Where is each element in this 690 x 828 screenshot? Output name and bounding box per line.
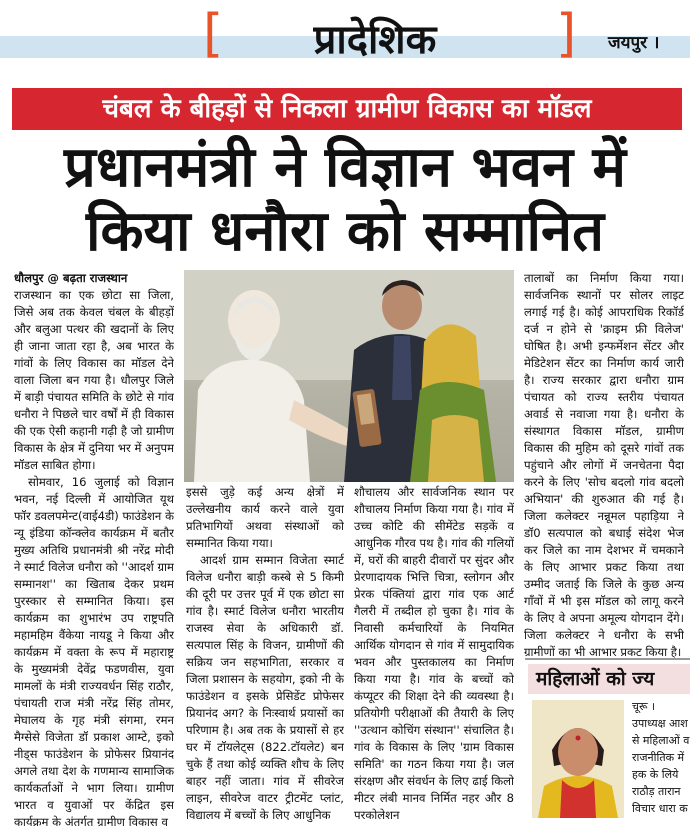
bracket-left: [ xyxy=(203,4,224,64)
article-photo xyxy=(184,270,514,482)
bracket-right: ] xyxy=(556,4,577,64)
promo-line: राठौड़ तारान xyxy=(632,785,681,798)
kicker-banner: चंबल के बीहड़ों से निकला ग्रामीण विकास का मॉडल xyxy=(12,88,682,130)
headline-line-1: प्रधानमंत्री ने विज्ञान भवन में xyxy=(63,135,627,200)
column-2 xyxy=(186,484,344,828)
promo-text xyxy=(632,698,690,817)
paragraph: आदर्श ग्राम सम्मान विजेता स्मार्ट विलेज धनौरा बाड़ी कस्बे से 5 किमी की दूरी पर उत्तर पूर्व में एक छोटा सा गांव है। स्मार्ट विलेज धनौरा भारतीय राजस्व सेवा के अधिकारी डॉ. सत्यपाल सिंह के विजन, ग्रामीणों की सक्रिय जन सहभागिता, सरकार व जिला प्रशासन के सहयोग, इको नी के फाउंडेशन व इसके प्रेसिडेंट प्रोफेसर प्रियानंद अग? के निःस्वार्थ प्रयासों का परिणाम है। अब तक के प्रयासों से हर घर में टॉयलेट्स (822.टॉयलेट) बन चुके हैं तथा कोई व्यक्ति शौच के लिए बाहर नहीं जाता। गांव में सीवरेज लाइन, सीवरेज वाटर ट्रीटमेंट प्लांट, विद्यालय में बच्चों के लिए आधुनिक xyxy=(186,553,344,822)
paragraph: सोमवार, 16 जुलाई को विज्ञान भवन, नई दिल्ली में आयोजित यूथ फॉर डवलपमेन्ट(वाई4डी) फाउंडेशन के न्यू इंडिया कॉन्क्लेव कार्यक्रम में बतौर मुख्य अतिथि प्रधानमंत्री श्री नरेंद्र मोदी ने स्मार्ट विलेज धनौरा को ''आदर्श ग्राम सम्मानश'' का खिताब देकर प्रथम पुरस्कार से सम्मानित किया। इस कार्यक्रम का शुभारंभ उप राष्ट्रपति महामहिम वैंकेया नायडू ने किया और कार्यक्रम में वक्ता के रूप में महाराष्ट्र के मुख्यमंत्री देवेंद्र फडणवीस, युवा मामलों के मंत्री राज्यवर्धन सिंह राठौर, पंचायती राज मंत्री नरेंद्र सिंह तोमर, मेघालय के गृह मंत्री संगमा, रमन मैग्सेसे विजेता डॉ प्रकाश आम्टे, इको नीड्स फाउंडेशन के प्रोफेसर प्रियानंद अगले तथा देश के गणमान्य सामाजिक कार्यकर्ताओं ने भाग लिया। ग्रामीण भारत व युवाओं पर केंद्रित इस कार्यक्रम के अंतर्गत ग्रामीण विकास व xyxy=(14,475,174,828)
promo-line: चूरू । xyxy=(632,700,656,713)
promo-line: उपाध्यक्ष आश xyxy=(632,717,688,730)
promo-line: विचार धारा क xyxy=(632,802,688,815)
promo-portrait xyxy=(532,700,624,818)
section-title: प्रादेशिक xyxy=(313,17,437,63)
paragraph: इससे जुड़े कई अन्य क्षेत्रों में उल्लेखनीय कार्य करने वाले युवा प्रतिभागियों अथवा संस्थाओं को सम्मानित किया गया। xyxy=(186,485,344,550)
divider xyxy=(525,658,690,660)
dateline: धौलपुर @ बढ़ता राजस्थान xyxy=(14,271,128,285)
paragraph: राजस्थान का एक छोटा सा जिला, जिसे अब तक केवल चंबल के बीहड़ों और बलुआ पत्थर की खदानों के लिए ही जाना जाता रहा है, अब भारत के गांवों के लिए विकास का मॉडल देने वाला जिला बन गया है। धौलपुर जिले में बाड़ी पंचायत समिति के छोटे से गांव धनौरा ने पिछले चार वर्षों में ही विकास की एक ऐसी कहानी गढ़ी है जो ग्रामीण विकास के क्षेत्र में दुनिया भर में अनुपम मॉडल साबित होगा। xyxy=(14,288,174,472)
promo-headline: महिलाओं को ज्य xyxy=(528,664,690,694)
paragraph: तालाबों का निर्माण किया गया। सार्वजनिक स्थानों पर सोलर लाइट लगाई गई है। कोई आपराधिक रिकॉर्ड दर्ज न होने से 'क्राइम फ्री विलेज' घोषित है। अभी इन्फर्मेशन सेंटर और मेडिटेशन सेंटर का निर्माण कार्य जारी है। राज्य सरकार द्वारा धनौरा ग्राम पंचायत को राज्य स्तरीय पंचायत अवार्ड से नवाजा गया है। धनौरा के संस्थागत विकास मॉडल, ग्रामीण विकास की मुहिम को दूसरे गांवों तक पहुंचाने और लोगों में जनचेतना पैदा करने के लिए 'सोच बदलो गांव बदलो अभियान' की शुरुआत की गई है। जिला कलेक्टर नन्नूमल पहाड़िया ने डॉ0 सत्यपाल को बधाई संदेश भेज कर जिले का नाम देशभर में चमकाने के लिए आभार प्रकट किया तथा उम्मीद जताई कि जिले के कुछ अन्य गाँवों में भी इस मॉडल को लागू करने के लिए वे अपना अमूल्य योगदान देंगे। जिला कलेक्टर ने धनौरा के सभी ग्रामीणों का भी आभार प्रकट किया है। xyxy=(524,271,684,658)
column-4 xyxy=(524,270,684,658)
column-1 xyxy=(14,270,174,828)
promo-line: से महिलाओं व xyxy=(632,734,690,747)
promo-line: हक के लिये xyxy=(632,768,679,781)
portrait-illustration xyxy=(532,700,624,818)
column-3 xyxy=(354,484,514,828)
promo-line: राजनीतिक में xyxy=(632,751,685,764)
paragraph: शौचालय और सार्वजनिक स्थान पर शौचालय निर्माण किया गया है। गांव में उच्च कोटि की सीमेंटेड सड़कें व आधुनिक गौरव पथ है। गांव की गलियों में, घरों की बाहरी दीवारों पर सुंदर और प्रेरणादायक भित्ति चित्रा, स्लोगन और प्रेरक पंक्तियां द्वारा गांव एक आर्ट गैलरी में तब्दील हो चुका है। गांव के निवासी कर्मचारियों के नियमित आर्थिक योगदान से गांव में सामुदायिक भवन और पुस्तकालय का निर्माण किया गया है। गांव के बच्चों को कंप्यूटर की शिक्षा देने की व्यवस्था है। प्रतियोगी परीक्षाओं की तैयारी के लिए ''उत्थान कोचिंग संस्थान'' संचालित है। गांव के विकास के लिए 'ग्राम विकास समिति' का गठन किया गया है। जल संरक्षण और संवर्धन के लिए ढाई किलो मीटर लंबी मानव निर्मित नहर और 8 परकोलेशन xyxy=(354,485,514,822)
headline-line-2: किया धनौरा को सम्मानित xyxy=(85,199,605,264)
photo-illustration xyxy=(184,270,514,482)
city-label: जयपुर । xyxy=(608,33,660,53)
